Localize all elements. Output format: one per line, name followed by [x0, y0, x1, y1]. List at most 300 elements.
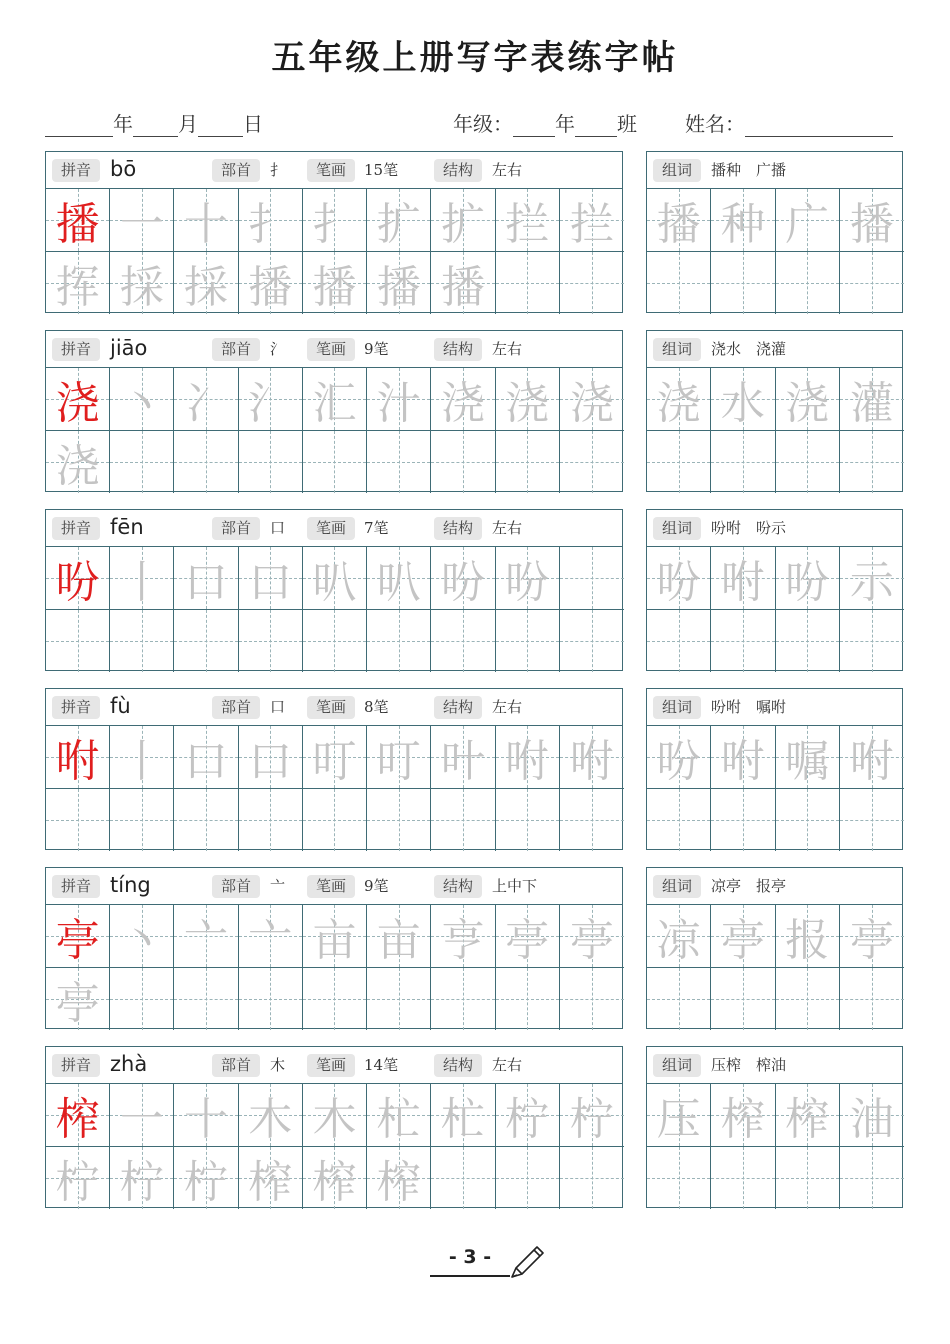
grid-cell[interactable]: [239, 252, 303, 315]
grid-cell[interactable]: [46, 368, 110, 431]
stroke-step: 扩: [376, 198, 421, 250]
grid-cell[interactable]: [174, 431, 238, 494]
grid-cell[interactable]: [840, 547, 904, 610]
grid-cell[interactable]: [303, 368, 367, 431]
stroke-step: 柠: [184, 1156, 229, 1208]
stroke-step: 叮: [376, 735, 421, 787]
words-header: [647, 152, 902, 189]
stroke-step: 浇: [505, 377, 550, 429]
grid-cell[interactable]: [46, 189, 110, 252]
grid-cell[interactable]: [840, 610, 904, 673]
structure-label: 结构: [434, 1054, 482, 1077]
stroke-practice-card: [45, 1046, 623, 1208]
grid-cell[interactable]: [431, 368, 495, 431]
grid-cell[interactable]: [431, 252, 495, 315]
grid-cell[interactable]: [776, 189, 840, 252]
stroke-step: 口: [248, 556, 293, 608]
stroke-step: 拦: [569, 198, 614, 250]
words-header: [647, 331, 902, 368]
date-field[interactable]: 年 月 日: [45, 108, 263, 137]
radical-label: 部首: [212, 875, 260, 898]
grid-cell[interactable]: [174, 189, 238, 252]
grid-cell[interactable]: [46, 905, 110, 968]
grid-cell[interactable]: [840, 252, 904, 315]
stroke-step: 扌: [248, 198, 293, 250]
grid-cell[interactable]: [776, 789, 840, 852]
grid-cell[interactable]: [174, 1084, 238, 1147]
grid-cell[interactable]: [367, 968, 431, 1031]
grid-cell[interactable]: [496, 252, 560, 315]
structure-value: 左右: [492, 698, 523, 716]
grid-cell[interactable]: [303, 726, 367, 789]
grid-cell[interactable]: [239, 905, 303, 968]
word-character: 广: [785, 198, 830, 250]
grid-cell[interactable]: [496, 789, 560, 852]
pinyin-value: zhà: [110, 1052, 148, 1076]
grid-cell[interactable]: [110, 968, 174, 1031]
grid-cell[interactable]: [174, 547, 238, 610]
grid-cell[interactable]: [840, 189, 904, 252]
grid-cell[interactable]: [431, 905, 495, 968]
grid-cell[interactable]: [46, 789, 110, 852]
words-value: 播种 广播: [711, 161, 787, 179]
pinyin-label: 拼音: [52, 696, 100, 719]
strokes-value: 9笔: [364, 340, 389, 358]
pinyin-value: jiāo: [110, 336, 148, 360]
grid-cell[interactable]: [647, 252, 711, 315]
grid-cell[interactable]: [303, 968, 367, 1031]
stroke-step: 咐: [505, 735, 550, 787]
stroke-step: 浇: [569, 377, 614, 429]
page-number-underline: [430, 1275, 510, 1277]
grid-cell[interactable]: [560, 789, 624, 852]
grid-cell[interactable]: [560, 905, 624, 968]
stroke-step: 木: [248, 1093, 293, 1145]
stroke-step: 柠: [505, 1093, 550, 1145]
stroke-step: 杧: [376, 1093, 421, 1145]
word-character: 嘱: [785, 735, 830, 787]
stroke-step: 氵: [248, 377, 293, 429]
pinyin-value: fēn: [110, 515, 144, 539]
words-header: [647, 510, 902, 547]
grid-cell[interactable]: [110, 547, 174, 610]
pinyin-label: 拼音: [52, 338, 100, 361]
grid-cell[interactable]: [711, 1084, 775, 1147]
grid-cell[interactable]: [110, 789, 174, 852]
stroke-step: 榨: [376, 1156, 421, 1208]
grid-cell[interactable]: [110, 368, 174, 431]
words-label: 组词: [653, 696, 701, 719]
grid-cell[interactable]: [46, 431, 110, 494]
grid-cell[interactable]: [776, 547, 840, 610]
grid-cell[interactable]: [840, 968, 904, 1031]
grid-cell[interactable]: [647, 726, 711, 789]
grid-cell[interactable]: [560, 547, 624, 610]
stroke-step: 十: [184, 1093, 229, 1145]
stroke-step: 口: [184, 735, 229, 787]
grid-cell[interactable]: [303, 547, 367, 610]
stroke-step: 木: [312, 1093, 357, 1145]
grid-cell[interactable]: [46, 1084, 110, 1147]
char-info-header: [46, 331, 622, 368]
grid-cell[interactable]: [110, 1084, 174, 1147]
stroke-step: 一: [119, 1093, 164, 1145]
grid-cell[interactable]: [496, 189, 560, 252]
grid-cell[interactable]: [776, 968, 840, 1031]
stroke-practice-card: [45, 151, 623, 313]
grid-cell[interactable]: [46, 252, 110, 315]
grid-cell[interactable]: [711, 789, 775, 852]
grid-cell[interactable]: [711, 726, 775, 789]
radical-label: 部首: [212, 338, 260, 361]
grid-cell[interactable]: [174, 905, 238, 968]
grid-cell[interactable]: [647, 610, 711, 673]
grid-cell[interactable]: [560, 1147, 624, 1210]
structure-value: 左右: [492, 161, 523, 179]
grid-cell[interactable]: [239, 547, 303, 610]
grid-cell[interactable]: [239, 431, 303, 494]
grid-cell[interactable]: [110, 1147, 174, 1210]
grid-cell[interactable]: [239, 368, 303, 431]
stroke-step: 冫: [184, 377, 229, 429]
grid-cell[interactable]: [840, 789, 904, 852]
grid-cell[interactable]: [174, 368, 238, 431]
stroke-step: 叭: [376, 556, 421, 608]
stroke-step: 亩: [312, 914, 357, 966]
grid-cell[interactable]: [46, 547, 110, 610]
grid-cell[interactable]: [560, 252, 624, 315]
grid-cell[interactable]: [303, 431, 367, 494]
structure-label: 结构: [434, 875, 482, 898]
grid-cell[interactable]: [776, 431, 840, 494]
word-character: 咐: [720, 556, 765, 608]
grid-cell[interactable]: [647, 1084, 711, 1147]
words-header: [647, 689, 902, 726]
grid-cell[interactable]: [776, 726, 840, 789]
grid-cell[interactable]: [367, 368, 431, 431]
stroke-step: 丶: [119, 377, 164, 429]
grid-cell[interactable]: [647, 368, 711, 431]
stroke-step: 榨: [248, 1156, 293, 1208]
grid-cell[interactable]: [431, 789, 495, 852]
grid-cell[interactable]: [367, 189, 431, 252]
grid-cell[interactable]: [840, 368, 904, 431]
word-practice-card: [646, 1046, 903, 1208]
word-character: 亭: [720, 914, 765, 966]
stroke-step: 口: [184, 556, 229, 608]
stroke-practice-card: [45, 688, 623, 850]
grid-cell[interactable]: [239, 610, 303, 673]
grid-cell[interactable]: [431, 1084, 495, 1147]
words-label: 组词: [653, 517, 701, 540]
stroke-step: 丨: [119, 556, 164, 608]
grid-cell[interactable]: [174, 1147, 238, 1210]
word-character: 榨: [785, 1093, 830, 1145]
radical-label: 部首: [212, 1054, 260, 1077]
grid-cell[interactable]: [560, 726, 624, 789]
word-practice-card: [646, 688, 903, 850]
grid-cell[interactable]: [560, 368, 624, 431]
grid-cell[interactable]: [110, 726, 174, 789]
stroke-step: 吩: [505, 556, 550, 608]
stroke-step: 拦: [505, 198, 550, 250]
grid-cell[interactable]: [711, 368, 775, 431]
strokes-value: 7笔: [364, 519, 389, 537]
strokes-value: 8笔: [364, 698, 389, 716]
grid-cell[interactable]: [560, 968, 624, 1031]
grid-cell[interactable]: [560, 1084, 624, 1147]
grid-cell[interactable]: [711, 1147, 775, 1210]
stroke-step: 採: [119, 261, 164, 313]
main-character: 播: [55, 198, 100, 250]
word-character: 咐: [720, 735, 765, 787]
structure-label: 结构: [434, 338, 482, 361]
grid-cell[interactable]: [431, 1147, 495, 1210]
grid-cell[interactable]: [174, 968, 238, 1031]
grid-cell[interactable]: [711, 189, 775, 252]
grid-cell[interactable]: [367, 252, 431, 315]
char-info-header: [46, 152, 622, 189]
grid-cell[interactable]: [239, 1084, 303, 1147]
grid-cell[interactable]: [496, 726, 560, 789]
word-character: 报: [785, 914, 830, 966]
grid-cell[interactable]: [496, 905, 560, 968]
stroke-step: 亠: [184, 914, 229, 966]
grid-cell[interactable]: [776, 610, 840, 673]
stroke-step: 播: [440, 261, 485, 313]
stroke-step: 亭: [505, 914, 550, 966]
pinyin-label: 拼音: [52, 517, 100, 540]
stroke-step: 播: [376, 261, 421, 313]
grid-cell[interactable]: [496, 1084, 560, 1147]
words-header: [647, 868, 902, 905]
grid-cell[interactable]: [776, 1147, 840, 1210]
grid-cell[interactable]: [367, 1147, 431, 1210]
word-character: 榨: [720, 1093, 765, 1145]
grid-cell[interactable]: [110, 905, 174, 968]
words-label: 组词: [653, 875, 701, 898]
grid-cell[interactable]: [367, 431, 431, 494]
stroke-step: 叮: [312, 735, 357, 787]
char-info-header: [46, 689, 622, 726]
word-character: 亭: [849, 914, 894, 966]
grid-cell[interactable]: [239, 789, 303, 852]
grid-cell[interactable]: [496, 610, 560, 673]
words-label: 组词: [653, 159, 701, 182]
strokes-value: 14笔: [364, 1056, 399, 1074]
grid-cell[interactable]: [560, 189, 624, 252]
structure-label: 结构: [434, 696, 482, 719]
radical-value: 木: [270, 1056, 286, 1074]
grid-cell[interactable]: [496, 431, 560, 494]
grid-cell[interactable]: [840, 905, 904, 968]
grid-cell[interactable]: [496, 547, 560, 610]
grid-cell[interactable]: [174, 610, 238, 673]
stroke-step: 播: [248, 261, 293, 313]
grid-cell[interactable]: [647, 547, 711, 610]
word-character: 种: [720, 198, 765, 250]
radical-value: 氵: [270, 340, 286, 358]
grid-cell[interactable]: [496, 1147, 560, 1210]
grid-cell[interactable]: [560, 610, 624, 673]
words-value: 吩咐 嘱咐: [711, 698, 787, 716]
grid-cell[interactable]: [496, 368, 560, 431]
char-info-header: [46, 1047, 622, 1084]
stroke-step: 亭: [569, 914, 614, 966]
word-character: 灌: [849, 377, 894, 429]
structure-value: 左右: [492, 340, 523, 358]
grade-field[interactable]: 年级： 年 班: [453, 112, 637, 136]
radical-value: 亠: [270, 877, 286, 895]
grid-cell[interactable]: [431, 547, 495, 610]
grid-cell[interactable]: [840, 726, 904, 789]
grid-cell[interactable]: [303, 610, 367, 673]
grid-cell[interactable]: [174, 252, 238, 315]
grid-cell[interactable]: [110, 189, 174, 252]
grid-cell[interactable]: [647, 189, 711, 252]
grid-cell[interactable]: [431, 431, 495, 494]
pinyin-label: 拼音: [52, 159, 100, 182]
grid-cell[interactable]: [174, 726, 238, 789]
grid-cell[interactable]: [647, 1147, 711, 1210]
grid-cell[interactable]: [367, 789, 431, 852]
words-label: 组词: [653, 1054, 701, 1077]
radical-label: 部首: [212, 517, 260, 540]
pinyin-value: fù: [110, 694, 131, 718]
structure-label: 结构: [434, 517, 482, 540]
grid-cell[interactable]: [711, 905, 775, 968]
grid-cell[interactable]: [431, 968, 495, 1031]
stroke-step: 亠: [248, 914, 293, 966]
main-character: 吩: [55, 556, 100, 608]
strokes-label: 笔画: [307, 517, 355, 540]
grid-cell[interactable]: [46, 610, 110, 673]
structure-value: 上中下: [492, 877, 538, 895]
grid-cell[interactable]: [303, 905, 367, 968]
word-practice-card: [646, 330, 903, 492]
stroke-step: 丶: [119, 914, 164, 966]
word-character: 浇: [656, 377, 701, 429]
word-practice-card: [646, 509, 903, 671]
stroke-practice-card: [45, 509, 623, 671]
stroke-step: 汇: [312, 377, 357, 429]
grid-cell[interactable]: [239, 726, 303, 789]
grid-cell[interactable]: [776, 252, 840, 315]
grid-cell[interactable]: [840, 1084, 904, 1147]
stroke-step: 十: [184, 198, 229, 250]
grid-cell[interactable]: [303, 1147, 367, 1210]
structure-value: 左右: [492, 519, 523, 537]
student-info-row: [45, 108, 905, 134]
grid-cell[interactable]: [840, 431, 904, 494]
grid-cell[interactable]: [647, 431, 711, 494]
grid-cell[interactable]: [303, 789, 367, 852]
stroke-step: 浇: [440, 377, 485, 429]
grid-cell[interactable]: [303, 252, 367, 315]
grid-cell[interactable]: [110, 252, 174, 315]
grid-cell[interactable]: [711, 610, 775, 673]
stroke-step: 柠: [569, 1093, 614, 1145]
main-character: 亭: [55, 914, 100, 966]
grid-cell[interactable]: [239, 968, 303, 1031]
grid-cell[interactable]: [239, 1147, 303, 1210]
grid-cell[interactable]: [367, 1084, 431, 1147]
grid-cell[interactable]: [647, 905, 711, 968]
stroke-step: 吩: [440, 556, 485, 608]
grid-cell[interactable]: [711, 431, 775, 494]
stroke-step: 播: [312, 261, 357, 313]
stroke-step: 亨: [440, 914, 485, 966]
grid-cell[interactable]: [46, 1147, 110, 1210]
name-field[interactable]: 姓名：: [685, 108, 893, 137]
grid-cell[interactable]: [367, 610, 431, 673]
grid-cell[interactable]: [110, 610, 174, 673]
pinyin-label: 拼音: [52, 1054, 100, 1077]
grid-cell[interactable]: [776, 368, 840, 431]
word-character: 咐: [849, 735, 894, 787]
stroke-practice-card: [45, 330, 623, 492]
word-character: 吩: [656, 556, 701, 608]
grid-cell[interactable]: [560, 431, 624, 494]
main-character: 浇: [55, 377, 100, 429]
grid-cell[interactable]: [431, 610, 495, 673]
grid-cell[interactable]: [711, 547, 775, 610]
stroke-step: 浇: [55, 440, 100, 492]
grid-cell[interactable]: [303, 189, 367, 252]
grid-cell[interactable]: [711, 968, 775, 1031]
grid-cell[interactable]: [367, 547, 431, 610]
grid-cell[interactable]: [776, 905, 840, 968]
grid-cell[interactable]: [239, 189, 303, 252]
strokes-value: 9笔: [364, 877, 389, 895]
grid-cell[interactable]: [303, 1084, 367, 1147]
words-value: 浇水 浇灌: [711, 340, 787, 358]
word-character: 示: [849, 556, 894, 608]
grid-cell[interactable]: [496, 968, 560, 1031]
words-value: 凉亭 报亭: [711, 877, 787, 895]
grid-cell[interactable]: [647, 789, 711, 852]
stroke-step: 柠: [119, 1156, 164, 1208]
word-character: 吩: [785, 556, 830, 608]
stroke-step: 亭: [55, 977, 100, 1029]
grid-cell[interactable]: [46, 726, 110, 789]
grid-cell[interactable]: [431, 726, 495, 789]
grid-cell[interactable]: [367, 905, 431, 968]
grid-cell[interactable]: [46, 968, 110, 1031]
radical-label: 部首: [212, 696, 260, 719]
grid-cell[interactable]: [110, 431, 174, 494]
grid-cell[interactable]: [367, 726, 431, 789]
stroke-step: 叶: [440, 735, 485, 787]
word-character: 播: [656, 198, 701, 250]
grid-cell[interactable]: [840, 1147, 904, 1210]
words-header: [647, 1047, 902, 1084]
stroke-step: 丨: [119, 735, 164, 787]
pen-icon: [508, 1244, 546, 1282]
main-character: 榨: [55, 1093, 100, 1145]
grid-cell[interactable]: [647, 968, 711, 1031]
grid-cell[interactable]: [431, 189, 495, 252]
stroke-step: 柠: [55, 1156, 100, 1208]
stroke-step: 挥: [55, 261, 100, 313]
word-character: 油: [849, 1093, 894, 1145]
char-info-header: [46, 868, 622, 905]
grid-cell[interactable]: [776, 1084, 840, 1147]
grid-cell[interactable]: [174, 789, 238, 852]
grid-cell[interactable]: [711, 252, 775, 315]
stroke-step: 杧: [440, 1093, 485, 1145]
structure-value: 左右: [492, 1056, 523, 1074]
